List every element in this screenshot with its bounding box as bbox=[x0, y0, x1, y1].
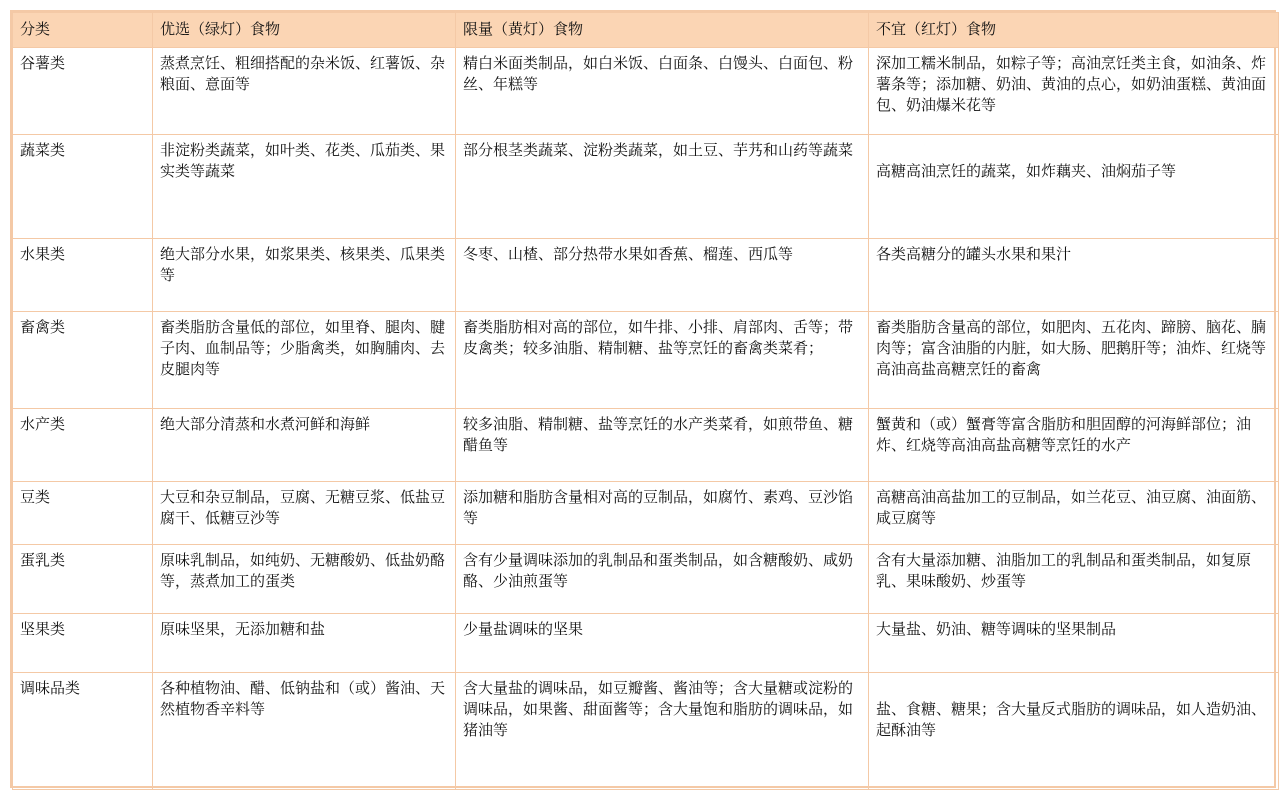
table-row bbox=[13, 48, 1279, 135]
header-row bbox=[13, 13, 1279, 48]
category-cell: 水产类 bbox=[13, 409, 153, 482]
category-cell: 坚果类 bbox=[13, 614, 153, 673]
category-cell: 调味品类 bbox=[13, 673, 153, 790]
red-cell: 畜类脂肪含量高的部位，如肥肉、五花肉、蹄膀、脑花、腩肉等；富含油脂的内脏，如大肠、肥鹅肝等；油炸、红烧等高油高盐高糖烹饪的畜禽 bbox=[869, 312, 1279, 409]
yellow-cell: 含有少量调味添加的乳制品和蛋类制品，如含糖酸奶、咸奶酪、少油煎蛋等 bbox=[456, 545, 869, 614]
table-row bbox=[13, 409, 1279, 482]
red-cell: 高糖高油高盐加工的豆制品，如兰花豆、油豆腐、油面筋、咸豆腐等 bbox=[869, 482, 1279, 545]
red-cell: 高糖高油烹饪的蔬菜，如炸藕夹、油焖茄子等 bbox=[869, 135, 1279, 239]
yellow-cell: 精白米面类制品，如白米饭、白面条、白馒头、白面包、粉丝、年糕等 bbox=[456, 48, 869, 135]
category-cell: 水果类 bbox=[13, 239, 153, 312]
yellow-cell: 畜类脂肪相对高的部位，如牛排、小排、肩部肉、舌等；带皮禽类；较多油脂、精制糖、盐等烹饪的畜禽类菜肴； bbox=[456, 312, 869, 409]
green-cell: 各种植物油、醋、低钠盐和（或）酱油、天然植物香辛料等 bbox=[153, 673, 456, 790]
yellow-cell: 含大量盐的调味品，如豆瓣酱、酱油等；含大量糖或淀粉的调味品，如果酱、甜面酱等；含大量饱和脂肪的调味品，如猪油等 bbox=[456, 673, 869, 790]
red-cell: 各类高糖分的罐头水果和果汁 bbox=[869, 239, 1279, 312]
green-cell: 原味乳制品，如纯奶、无糖酸奶、低盐奶酪等，蒸煮加工的蛋类 bbox=[153, 545, 456, 614]
table-row bbox=[13, 614, 1279, 673]
yellow-cell: 添加糖和脂肪含量相对高的豆制品，如腐竹、素鸡、豆沙馅等 bbox=[456, 482, 869, 545]
yellow-cell: 较多油脂、精制糖、盐等烹饪的水产类菜肴，如煎带鱼、糖醋鱼等 bbox=[456, 409, 869, 482]
green-cell: 绝大部分清蒸和水煮河鲜和海鲜 bbox=[153, 409, 456, 482]
category-cell: 谷薯类 bbox=[13, 48, 153, 135]
header-red: 不宜（红灯）食物 bbox=[869, 13, 1279, 48]
food-traffic-light-table bbox=[12, 12, 1279, 790]
green-cell: 原味坚果，无添加糖和盐 bbox=[153, 614, 456, 673]
table-row bbox=[13, 239, 1279, 312]
red-cell: 盐、食糖、糖果；含大量反式脂肪的调味品，如人造奶油、起酥油等 bbox=[869, 673, 1279, 790]
table-row bbox=[13, 673, 1279, 790]
green-cell: 绝大部分水果，如浆果类、核果类、瓜果类等 bbox=[153, 239, 456, 312]
yellow-cell: 部分根茎类蔬菜、淀粉类蔬菜，如土豆、芋艿和山药等蔬菜 bbox=[456, 135, 869, 239]
table-row bbox=[13, 482, 1279, 545]
food-table-frame bbox=[10, 10, 1276, 788]
red-cell: 大量盐、奶油、糖等调味的坚果制品 bbox=[869, 614, 1279, 673]
table-row bbox=[13, 312, 1279, 409]
green-cell: 非淀粉类蔬菜，如叶类、花类、瓜茄类、果实类等蔬菜 bbox=[153, 135, 456, 239]
yellow-cell: 少量盐调味的坚果 bbox=[456, 614, 869, 673]
category-cell: 畜禽类 bbox=[13, 312, 153, 409]
category-cell: 蛋乳类 bbox=[13, 545, 153, 614]
table-row bbox=[13, 135, 1279, 239]
header-yellow: 限量（黄灯）食物 bbox=[456, 13, 869, 48]
red-cell: 蟹黄和（或）蟹膏等富含脂肪和胆固醇的河海鲜部位；油炸、红烧等高油高盐高糖等烹饪的水产 bbox=[869, 409, 1279, 482]
green-cell: 大豆和杂豆制品，豆腐、无糖豆浆、低盐豆腐干、低糖豆沙等 bbox=[153, 482, 456, 545]
header-category: 分类 bbox=[13, 13, 153, 48]
category-cell: 豆类 bbox=[13, 482, 153, 545]
red-cell: 深加工糯米制品，如粽子等；高油烹饪类主食，如油条、炸薯条等；添加糖、奶油、黄油的点心，如奶油蛋糕、黄油面包、奶油爆米花等 bbox=[869, 48, 1279, 135]
table-row bbox=[13, 545, 1279, 614]
category-cell: 蔬菜类 bbox=[13, 135, 153, 239]
yellow-cell: 冬枣、山楂、部分热带水果如香蕉、榴莲、西瓜等 bbox=[456, 239, 869, 312]
header-green: 优选（绿灯）食物 bbox=[153, 13, 456, 48]
green-cell: 蒸煮烹饪、粗细搭配的杂米饭、红薯饭、杂粮面、意面等 bbox=[153, 48, 456, 135]
red-cell: 含有大量添加糖、油脂加工的乳制品和蛋类制品，如复原乳、果味酸奶、炒蛋等 bbox=[869, 545, 1279, 614]
green-cell: 畜类脂肪含量低的部位，如里脊、腿肉、腱子肉、血制品等；少脂禽类，如胸脯肉、去皮腿肉等 bbox=[153, 312, 456, 409]
